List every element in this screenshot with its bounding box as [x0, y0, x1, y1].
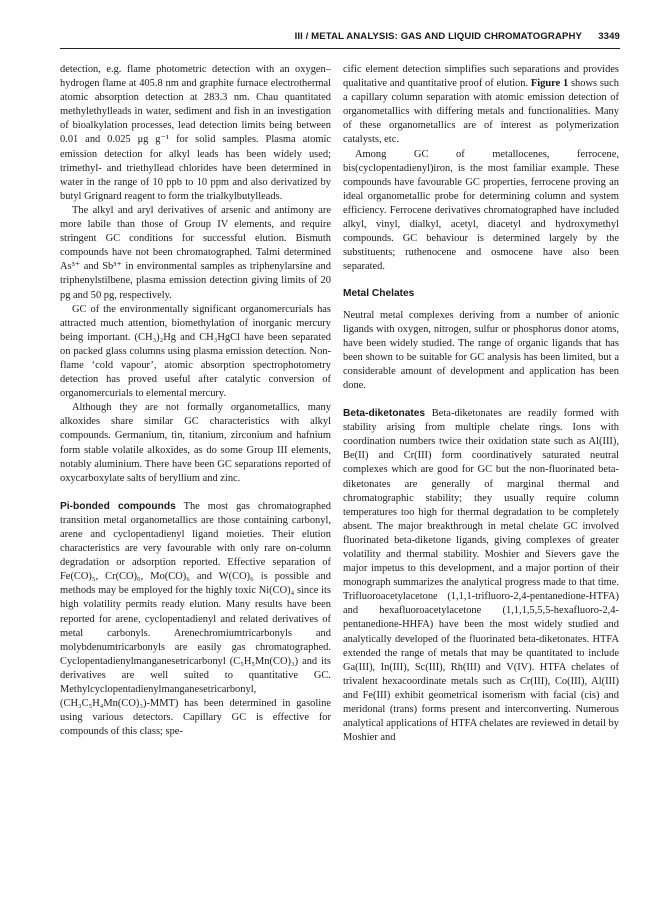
paragraph: detection, e.g. flame photometric detection with an oxygen–hydrogen flame at 405.8 nm and graphite furnace electrothermal atomic absorption detection at 283.3 nm. Chau quantitated methylethylleads in water, sediment and fish in an investigation of bioalkylation processes, lead detection limits being between 0.01 and 0.025 μg g⁻¹ for solid samples. Plasma atomic emission detection for alkyl leads has been widely used; trimethyl- and triethyllead chlorides have been determined in water in the range of 10 ppb to 10 ppm and also derivatized by butyl Grignard reagent to form the trialkylbutylleads. [60, 64, 331, 202]
paragraph: Although they are not formally organometallics, many alkoxides share similar GC characteristics with alkyl compounds. Germanium, tin, titanium, zirconium and hafnium form stable volatile alkoxides, as do some Group III elements, notably aluminium. There have been GC separations reported of oxycarboxylate salts of beryllium and zinc. [60, 402, 331, 484]
section-heading-metal-chelates: Metal Chelates [343, 288, 415, 300]
paragraph-text: cific element detection simplifies such separations and provides qualitative and quantitative proof of elution. [343, 64, 619, 90]
paragraph-text: Beta-diketonates are readily formed with stability arising from multiple chelate rings. Ions with coordination numbers twice their oxidation state such as Al(III), Be(II) and Cr(III) form coordinatively saturated neutral complexes which are good for GC but the non-fluorinated beta-diketonates are generally of marginal thermal and chromatographic stability; they usually require column temperatures too high for thermal degradation to be completely absent. The major breakthrough in metal chelate GC involved fluorinated beta-diketone ligands, giving complexes of greater volatility and thermal stability. Moshier and Sievers gave the major impetus to this development, and a major portion of their monograph summarizes the analytical progress made to that time. Trifluoroacetylacetone (1,1,1-trifluoro-2,4-pentanedione-HTFA) and hexafluoroacetylacetone (1,1,1,5,5,5-hexafluoro-2,4-pentanedione-HHFA) have been the most widely studied and analytically developed of the fluorinated beta-diketonates. HTFA extended the range of metals that may be quantitated to include Ga(III), In(III), Sc(III), Rh(III) and V(IV). HTFA chelates of trivalent hexacoordinate metals such as Cr(III), Co(III), Al(III) and Fe(III) exhibit geometrical isomerism with facial (cis) and meridonal (trans) forms present and interconverting. Numerous analytical applications of HTFA chelates are reviewed in detail by Moshier and [343, 408, 619, 744]
figure-reference-link[interactable]: Figure 1 [530, 78, 569, 90]
paragraph-beta-diketonates [343, 407, 619, 745]
paragraph: Among GC of metallocenes, ferrocene, bis(cyclopentadienyl)iron, is the most familiar example. These compounds have favourable GC properties, ferrocene proving an ideal organometallic probe for determining column and system efficiency. Ferrocene derivatives chromatographed have included alkyl, vinyl, dialkyl, acetyl, diacetyl and hydroxymethyl compounds. GC behaviour is determined largely by the substituents; ruthenocene and osmocene have also been separated. [343, 148, 619, 273]
running-header [60, 26, 620, 49]
paragraph-pi-bonded [60, 500, 331, 740]
page-number: 3349 [598, 31, 620, 42]
running-title: III / METAL ANALYSIS: GAS AND LIQUID CHROMATOGRAPHY [294, 31, 582, 42]
paragraph-text: shows such a capillary column separation with atomic emission detection of organometallics with differing metals and functionalities. Many of these organometallics are of interest as polymerization catalysts, etc. [343, 78, 619, 146]
paragraph-text: The most gas chromatographed transition metal organometallics are those containing carbonyl, arene and cyclopentadienyl ligand moieties. Their elution characteristics are very favourable with only rare on-column degradation or adsorption reported. Effective separation of Fe(CO)₅, Cr(CO)₆, Mo(CO)₆ and W(CO)₆ is possible and methods may be employed for the highly toxic Ni(CO)₄ since its high volatility permits ready elution. Many results have been reported for arene, cyclopentadienyl and related derivatives of metal carbonyls. Arenechromiumtricarbonyls and molybdenumtricarbonyls are easily gas chromatographed. Cyclopentadienylmanganesetricarbonyl (C₅H₅Mn(CO)₃) and its derivatives are well suited to quantitative GC. Methylcyclopentadienylmanganesetricarbonyl, (CH₃C₅H₄Mn(CO)₃)-MMT) has been determined in gasoline using various detectors. Capillary GC is effective for compounds of this class; spe- [60, 500, 332, 738]
runin-heading-pi-bonded: Pi-bonded compounds [60, 500, 176, 512]
paragraph: The alkyl and aryl derivatives of arsenic and antimony are more labile than those of Group IV elements, and require stringent GC conditions for successful elution. Bismuth compounds have not been chromatographed. Talmi determined As³⁺ and Sb³⁺ in environmental samples as triphenylarsine and triphenylstilbene, plasma emission detection giving limits of 20 pg and 50 pg, respectively. [60, 204, 331, 301]
paragraph: GC of the environmentally significant organomercurials has attracted much attention, biomethylation of inorganic mercury being important. (CH₃)₂Hg and CH₃HgCl have been separated on packed glass columns using plasma emission detection. Non-flame ‘cold vapour’, atomic absorption spectrophotometry detection has proved useful after catalytic conversion of organomercurials to elemental mercury. [60, 303, 331, 400]
paragraph: Neutral metal complexes deriving from a number of anionic ligands with oxygen, nitrogen, sulfur or phosphorus donor atoms, have been widely studied. The range of organic ligands that has been shown to be suitable for GC analysis has been limited, but a considerable amount of development and application has been done. [343, 309, 619, 391]
paragraph [343, 63, 619, 148]
runin-heading-beta-diketonates: Beta-diketonates [343, 408, 426, 420]
left-column [60, 63, 331, 739]
right-column [343, 63, 619, 745]
